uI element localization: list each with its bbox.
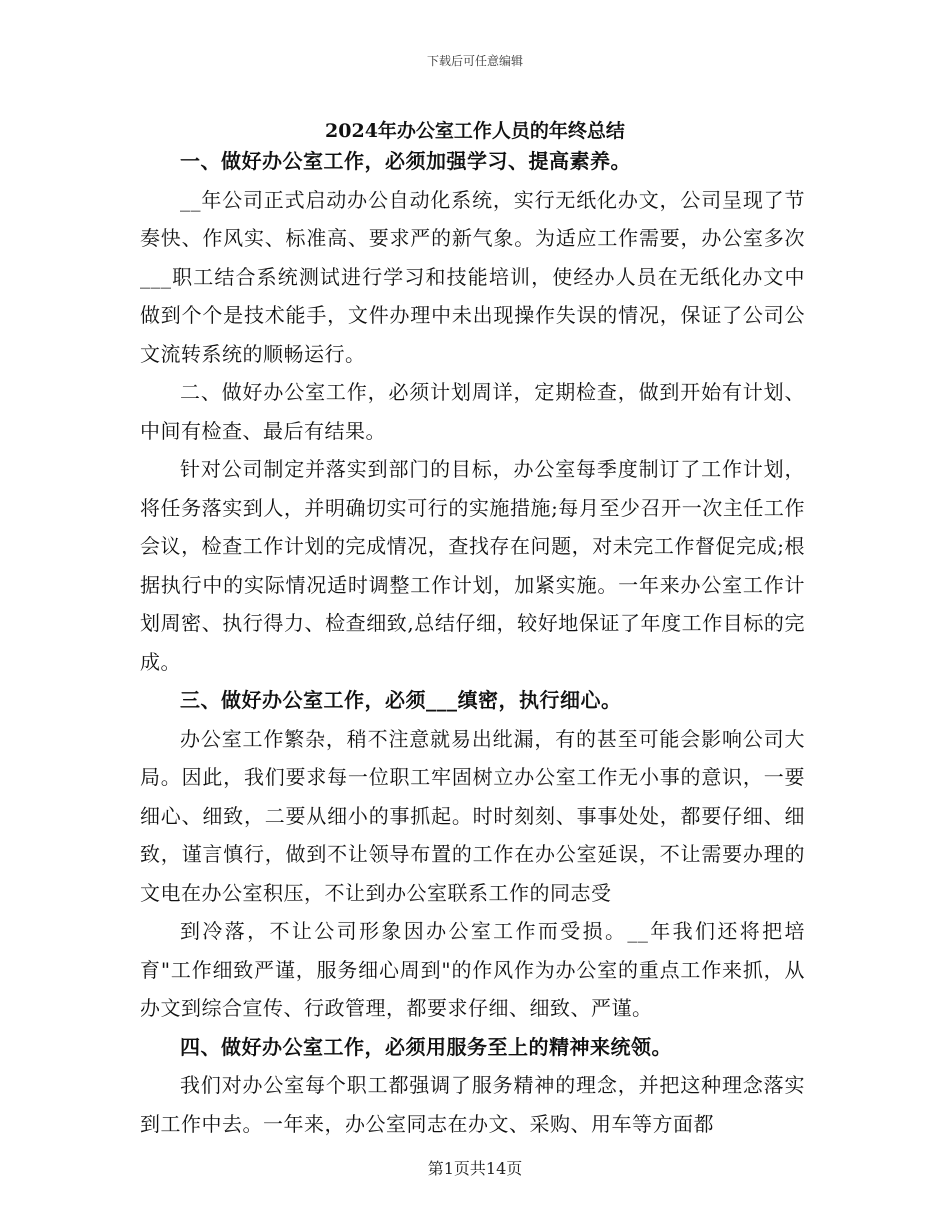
page-number: 第1页共14页 bbox=[427, 1159, 523, 1178]
section-heading-3: 三、做好办公室工作，必须___缜密，执行细心。 bbox=[180, 688, 622, 712]
document-body bbox=[140, 142, 805, 1143]
body-paragraph: 到冷落，不让公司形象因办公室工作而受损。__年我们还将把培育"工作细致严谨，服务细心周到"的作风作为办公室的重点工作来抓，从办文到综合宣传、行政管理，都要求仔细、细致、严谨。 bbox=[140, 919, 805, 1020]
header-note: 下载后可任意编辑 bbox=[426, 54, 523, 68]
body-paragraph: 针对公司制定并落实到部门的目标，办公室每季度制订了工作计划，将任务落实到人，并明确切实可行的实施措施;每月至少召开一次主任工作会议，检查工作计划的完成情况，查找存在问题，对未完工作督促完成;根据执行中的实际情况适时调整工作计划，加紧实施。一年来办公室工作计划周密、执行得力、检查细致,总结仔细，较好地保证了年度工作目标的完成。 bbox=[140, 457, 805, 674]
document-title: 2024年办公室工作人员的年终总结 bbox=[325, 120, 625, 142]
body-paragraph: 我们对办公室每个职工都强调了服务精神的理念，并把这种理念落实到工作中去。一年来，办公室同志在办文、采购、用车等方面都 bbox=[140, 1073, 805, 1136]
section-heading-4: 四、做好办公室工作，必须用服务至上的精神来统领。 bbox=[180, 1034, 672, 1059]
body-paragraph: 办公室工作繁杂，稍不注意就易出纰漏，有的甚至可能会影响公司大局。因此，我们要求每一位职工牢固树立办公室工作无小事的意识，一要细心、细致，二要从细小的事抓起。时时刻刻、事事处处，都要仔细、细致，谨言慎行，做到不让领导布置的工作在办公室延误，不让需要办理的文电在办公室积压，不让到办公室联系工作的同志受 bbox=[140, 726, 805, 905]
body-paragraph: __年公司正式启动办公自动化系统，实行无纸化办文，公司呈现了节奏快、作风实、标准高、要求严的新气象。为适应工作需要，办公室多次___职工结合系统测试进行学习和技能培训，使经办人员在无纸化办文中做到个个是技术能手，文件办理中未出现操作失误的情况，保证了公司公文流转系统的顺畅运行。 bbox=[140, 187, 805, 366]
section-heading-2: 二、做好办公室工作，必须计划周详，定期检查，做到开始有计划、中间有检查、最后有结果。 bbox=[140, 380, 805, 443]
section-heading-1: 一、做好办公室工作，必须加强学习、提高素养。 bbox=[180, 149, 631, 173]
